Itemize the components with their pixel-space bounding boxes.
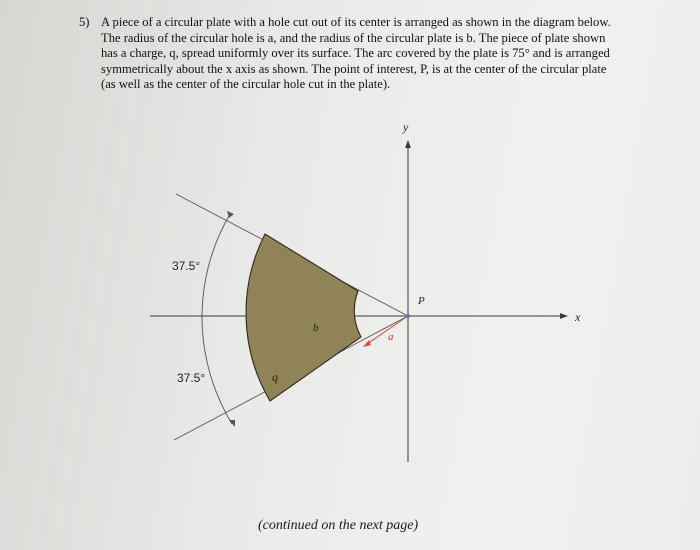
charge-label: q <box>272 370 278 384</box>
lower-arc-arrowhead <box>229 420 235 427</box>
continued-note: (continued on the next page) <box>258 518 419 533</box>
y-axis-label: y <box>403 120 409 134</box>
upper-angle-label: 37.5° <box>172 259 201 273</box>
point-p-label: P <box>418 295 425 307</box>
inner-radius-line <box>364 316 408 346</box>
upper-angle-arc <box>202 214 230 316</box>
point-p-marker <box>406 314 410 318</box>
problem-text: A piece of a circular plate with a hole cut out of its center is arranged as shown in the diagram below. The radius of the circular hole is a, and the radius of the circular plate is b. The piece of plate shown has a charge, q, spread uniformly over its surface. The arc covered by the plate is 75° and is arranged symmetrically about the x axis as shown. The point of interest, P, is at the center of the circular plate (as well as the center of the circular hole cut in the plate). <box>101 15 611 92</box>
lower-angle-arc <box>202 316 232 424</box>
lower-angle-label: 37.5° <box>177 371 206 385</box>
x-axis-label: x <box>575 310 581 324</box>
outer-radius-label: b <box>313 322 319 334</box>
x-axis-arrow <box>560 313 568 319</box>
y-axis-arrow <box>405 140 411 148</box>
plate-sector <box>246 234 361 401</box>
inner-radius-arrowhead <box>363 340 371 347</box>
inner-radius-label: a <box>388 331 394 343</box>
problem-number: 5) <box>79 15 90 29</box>
